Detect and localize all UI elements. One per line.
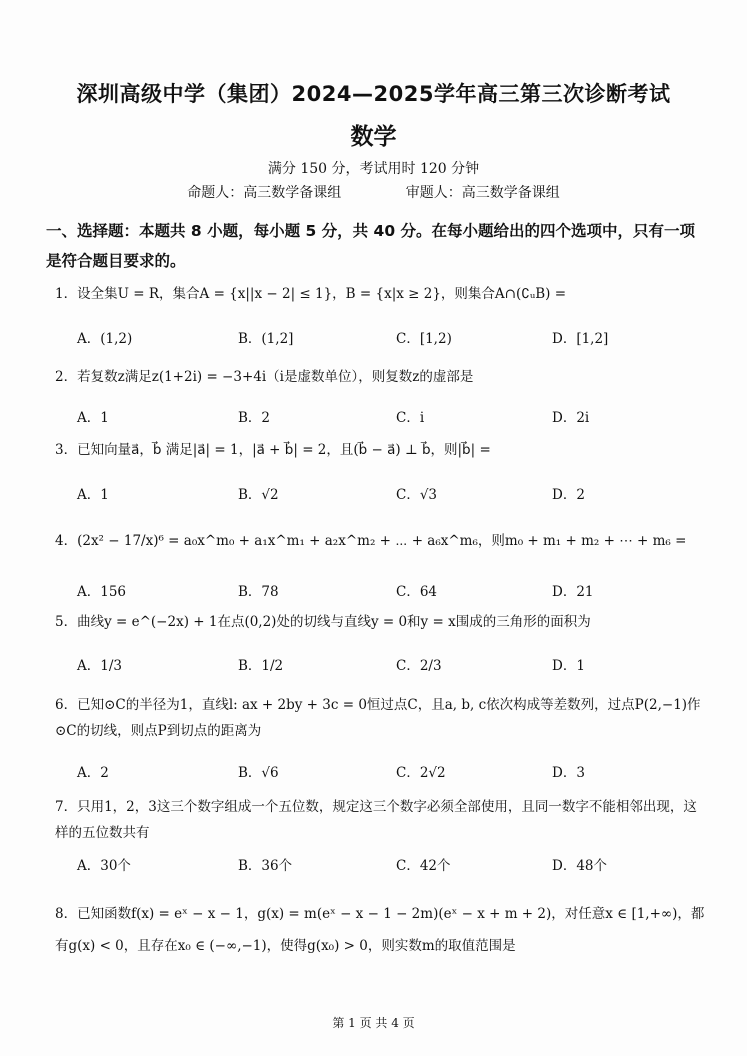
option-c: C．√3 (396, 487, 438, 503)
option-b: B．78 (238, 584, 279, 600)
question-4: 4．(2x² − 17/x)⁶ = a₀x^m₀ + a₁x^m₁ + a₂x^m₂ + ⋯ + a₆x^m₆，则m₀ + m₁ + m₂ + ⋯ + m₆ = (55, 533, 687, 549)
option-d: D．48个 (552, 858, 608, 874)
reviewer: 审题人：高三数学备课组 (405, 185, 560, 201)
option-c: C．42个 (396, 858, 451, 874)
option-d: D．2i (552, 410, 590, 426)
section-heading: 一、选择题：本题共 8 小题，每小题 5 分，共 40 分。在每小题给出的四个选项中，只有一项是符合题目要求的。 (46, 222, 696, 270)
option-b: B．2 (238, 410, 271, 426)
question-6: 6．已知⊙C的半径为1，直线l: ax + 2by + 3c = 0恒过点C，且a, b, c依次构成等差数列，过点P(2,−1)作⊙C的切线，则点P到切点的距离为 (55, 697, 701, 739)
option-b: B．(1,2] (238, 331, 294, 347)
option-d: D．3 (552, 765, 585, 781)
option-d: D．2 (552, 487, 585, 503)
option-d: D．21 (552, 584, 594, 600)
author-line (0, 182, 747, 202)
option-b: B．1/2 (238, 658, 284, 674)
question-2: 2．若复数z满足z(1+2i) = −3+4i（i是虚数单位），则复数z的虚部是 (55, 369, 474, 385)
question-3: 3．已知向量a⃗，b⃗ 满足|a⃗| = 1，|a⃗ + b⃗| = 2，且(b⃗ − a⃗) ⊥ b⃗，则|b⃗| = (55, 442, 491, 458)
option-a: A．(1,2) (77, 331, 133, 347)
option-a: A．1/3 (77, 658, 122, 674)
option-c: C．2√2 (396, 765, 446, 781)
question-7: 7．只用1，2，3这三个数字组成一个五位数，规定这三个数字必须全部使用，且同一数字不能相邻出现，这样的五位数共有 (55, 799, 697, 841)
question-1: 1．设全集U = R，集合A = {x||x − 2| ≤ 1}，B = {x|x ≥ 2}，则集合A∩(∁ᵤB) = (55, 286, 567, 302)
option-d: D．1 (552, 658, 585, 674)
option-a: A．1 (77, 487, 109, 503)
page-number: 第 1 页 共 4 页 (332, 1016, 415, 1030)
option-a: A．1 (77, 410, 109, 426)
option-c: C．i (396, 410, 425, 426)
option-d: D．[1,2] (552, 331, 609, 347)
author: 命题人：高三数学备课组 (187, 185, 342, 201)
option-c: C．64 (396, 584, 438, 600)
score-info: 满分 150 分，考试用时 120 分钟 (267, 161, 480, 177)
question-5: 5．曲线y = e^(−2x) + 1在点(0,2)处的切线与直线y = 0和y = x围成的三角形的面积为 (55, 614, 591, 630)
question-8: 8．已知函数f(x) = eˣ − x − 1，g(x) = m(eˣ − x − 1 − 2m)(eˣ − x + m + 2)，对任意x ∈ [1,+∞)，都有g(x) < 0，且存在x₀ ∈ (−∞,−1)，使得g(x₀) > 0，则实数m的取值范围是 (55, 906, 705, 954)
exam-subject: 数学 (350, 124, 397, 150)
exam-title: 深圳高级中学（集团）2024—2025学年高三第三次诊断考试 (76, 82, 671, 106)
option-c: C．[1,2) (396, 331, 452, 347)
option-b: B．√6 (238, 765, 279, 781)
option-b: B．36个 (238, 858, 293, 874)
option-a: A．156 (77, 584, 127, 600)
option-a: A．2 (77, 765, 109, 781)
option-a: A．30个 (77, 858, 131, 874)
option-b: B．√2 (238, 487, 279, 503)
option-c: C．2/3 (396, 658, 442, 674)
